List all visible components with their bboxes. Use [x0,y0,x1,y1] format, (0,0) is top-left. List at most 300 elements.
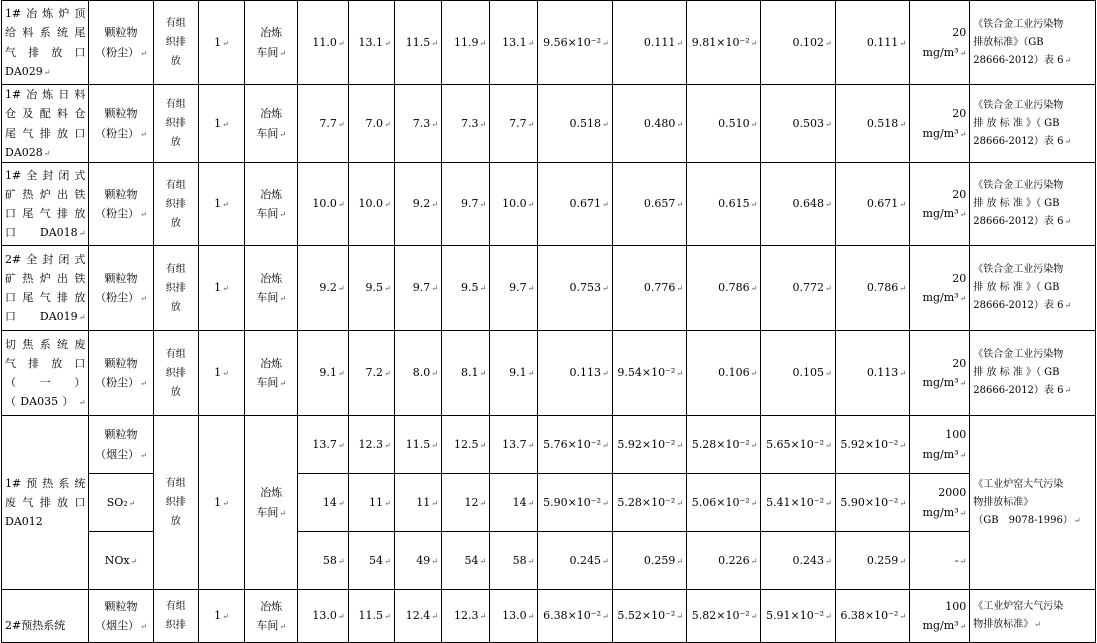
cell-text: 20 [952,107,967,121]
cell-text: 织排 [165,198,186,210]
emission-type [153,590,198,643]
cell-value: 7.3 [460,116,479,130]
rate-r4 [761,163,835,246]
cell-text: mg/m³ [922,291,959,304]
concentration-v2 [348,331,394,416]
cell-text: 1 [214,116,222,130]
rate-r3 [687,1,761,85]
paragraph-mark-icon: ↵ [140,379,147,388]
emission-standard [970,590,1096,643]
concentration-v3 [394,246,441,331]
paragraph-mark-icon: ↵ [384,612,391,622]
rate-r3 [687,246,761,331]
paragraph-mark-icon: ↵ [279,379,287,388]
emission-limit [910,1,970,85]
paragraph-mark-icon: ↵ [602,200,609,210]
paragraph-mark-icon: ↵ [384,440,391,450]
paragraph-mark-icon: ↵ [959,294,967,303]
cell-text: 100 [945,428,967,442]
concentration-v3 [394,590,441,643]
cell-text: 1#预热系统 [5,476,86,490]
cell-text: 1 [214,281,222,295]
cell-value: 0.518 [569,116,601,130]
paragraph-mark-icon: ↵ [527,200,535,210]
outlet-count [198,590,244,643]
paragraph-mark-icon: ↵ [750,200,758,210]
concentration-v1 [298,163,348,246]
paragraph-mark-icon: ↵ [824,200,832,210]
cell-value: 0.776 [643,281,676,295]
paragraph-mark-icon: ↵ [140,450,147,460]
concentration-v5 [490,163,538,246]
cell-value: 12 [464,495,479,509]
concentration-v4 [441,590,489,643]
cell-text: 颗粒物 [104,428,138,442]
rate-r3 [687,532,761,590]
concentration-v3 [394,1,441,85]
cell-text: 尾气排放口 [5,126,86,140]
concentration-v3 [394,85,441,163]
cell-value: 0.480 [643,116,676,130]
concentration-v4 [441,85,489,163]
cell-value: 0.111 [643,35,676,49]
concentration-v1 [298,532,348,590]
cell-text: 车间 [256,126,279,140]
concentration-v4 [441,416,489,474]
paragraph-mark-icon: ↵ [676,440,684,450]
cell-text: （粉尘） [95,126,140,140]
cell-value: 0.105 [792,366,824,380]
paragraph-mark-icon: ↵ [431,284,438,294]
cell-text: mg/m³ [922,447,959,461]
cell-value: 13.1 [358,35,384,49]
outlet-name [2,416,89,590]
concentration-v3 [394,474,441,532]
cell-value: 12.4 [405,609,431,623]
rate-r3 [687,590,761,643]
paragraph-mark-icon: ↵ [222,498,229,508]
cell-text: 放 [170,217,181,229]
rate-r2 [612,1,686,85]
cell-text: 气排放口 [5,45,86,59]
rate-r4 [761,416,835,474]
cell-value: 5.41×10⁻² [766,495,824,509]
paragraph-mark-icon: ↵ [750,498,758,508]
paragraph-mark-icon: ↵ [479,556,487,566]
cell-value: 5.28×10⁻² [617,495,676,509]
rate-r5 [835,331,909,416]
paragraph-mark-icon: ↵ [527,284,535,294]
cell-value: 54 [369,553,384,567]
concentration-v4 [441,532,489,590]
emission-type [153,416,198,590]
concentration-v1 [298,1,348,85]
emission-limit [910,331,970,416]
paragraph-mark-icon: ↵ [750,284,758,294]
cell-text: 有组 [165,601,186,612]
paragraph-mark-icon: ↵ [384,284,391,294]
cell-text: 颗粒物 [104,356,138,370]
paragraph-mark-icon: ↵ [1064,217,1072,226]
cell-value: 0.113 [569,366,601,380]
cell-value: 0.102 [792,35,824,49]
concentration-v5 [490,532,538,590]
paragraph-mark-icon: ↵ [602,38,609,48]
cell-value: 11.5 [358,609,384,623]
cell-text: 1 [214,197,222,211]
paragraph-mark-icon: ↵ [431,440,438,450]
cell-value: 0.245 [569,553,601,567]
cell-text: 颗粒物 [104,187,138,201]
cell-text: 有组 [165,179,186,191]
paragraph-mark-icon: ↵ [824,119,832,129]
cell-value: 0.518 [866,116,899,130]
paragraph-mark-icon: ↵ [750,119,758,129]
cell-value: 9.7 [509,281,527,295]
paragraph-mark-icon: ↵ [279,48,287,58]
cell-text: 织排 [165,620,186,631]
emission-standard [970,1,1096,85]
cell-text: 颗粒物 [104,599,138,613]
paragraph-mark-icon: ↵ [140,210,147,219]
outlet-count [198,163,244,246]
emission-standard [970,331,1096,416]
cell-value: 9.1 [509,366,527,380]
paragraph-mark-icon: ↵ [384,38,391,48]
pollutant-name [89,416,153,474]
cell-text: 1 [214,495,222,509]
cell-value: 0.259 [866,553,899,567]
paragraph-mark-icon: ↵ [959,210,967,219]
outlet-count [198,85,244,163]
cell-text: 《铁合金工业污染物 [973,349,1064,360]
paragraph-mark-icon: ↵ [824,612,832,622]
cell-value: 0.243 [792,553,824,567]
paragraph-mark-icon: ↵ [602,119,609,129]
rate-r4 [761,474,835,532]
cell-text: SO₂ [106,495,128,509]
cell-text: （GB 9078-1996） [973,514,1073,526]
paragraph-mark-icon: ↵ [222,38,229,48]
cell-text: 排 放 标 准 》（ GB [973,367,1060,378]
cell-text: 1#冶炼日料 [5,88,86,101]
cell-text: mg/m³ [922,45,959,59]
cell-text: 排 放 标 准 》（ GB [973,198,1060,209]
cell-text: 有组 [165,99,186,110]
cell-text: 28666-2012）表 6 [973,54,1064,66]
outlet-count [198,331,244,416]
cell-text: 织排 [165,497,186,508]
paragraph-mark-icon: ↵ [384,556,391,566]
cell-value: 0.259 [643,553,676,567]
paragraph-mark-icon: ↵ [676,612,684,622]
cell-text: 物排放标准》 [973,496,1034,508]
rate-r3 [687,85,761,163]
cell-value: 9.2 [412,197,431,211]
paragraph-mark-icon: ↵ [959,379,967,388]
cell-value: 11 [416,495,431,509]
cell-value: 5.91×10⁻² [766,609,824,623]
emission-type [153,85,198,163]
paragraph-mark-icon: ↵ [676,498,684,508]
rate-r5 [835,246,909,331]
cell-value: 58 [512,553,527,567]
cell-value: 0.753 [569,281,601,295]
pollutant-name [89,1,153,85]
concentration-v1 [298,590,348,643]
paragraph-mark-icon: ↵ [337,284,345,294]
rate-r2 [612,163,686,246]
paragraph-mark-icon: ↵ [384,369,391,379]
cell-text: 28666-2012）表 6 [973,135,1064,147]
cell-text: mg/m³ [922,376,959,389]
paragraph-mark-icon: ↵ [602,440,609,450]
concentration-v2 [348,590,394,643]
cell-text: （烟尘） [95,619,140,632]
paragraph-mark-icon: ↵ [676,284,684,294]
cell-value: 5.90×10⁻² [840,495,899,509]
table-row [2,85,1096,163]
cell-value: 5.90×10⁻² [543,495,601,509]
cell-value: 13.7 [312,437,337,451]
workshop [245,163,298,246]
outlet-name [2,1,89,85]
cell-text: 气 排 放 口 [5,356,86,370]
cell-text: 织排 [165,37,186,48]
paragraph-mark-icon: ↵ [279,294,287,303]
cell-text: 1#全封闭式 [5,168,86,182]
cell-text: 矿热炉出铁 [5,271,86,285]
cell-text: 排 放 标 准 》（ GB [973,282,1060,293]
cell-value: 11.0 [312,35,337,49]
cell-value: 5.52×10⁻² [617,609,676,623]
workshop [245,246,298,331]
cell-value: 9.56×10⁻² [543,35,601,49]
cell-text: 口尾气排放 [5,291,86,304]
paragraph-mark-icon: ↵ [527,38,535,48]
concentration-v2 [348,163,394,246]
emission-type [153,1,198,85]
cell-text: mg/m³ [922,505,959,519]
paragraph-mark-icon: ↵ [337,612,345,622]
cell-text: 冶炼 [260,356,283,370]
paragraph-mark-icon: ↵ [479,440,487,450]
cell-text: 冶炼 [260,187,283,201]
paragraph-mark-icon: ↵ [222,284,229,294]
concentration-v4 [441,1,489,85]
cell-value: 5.82×10⁻² [691,609,750,623]
paragraph-mark-icon: ↵ [899,498,907,508]
cell-text: - [954,553,959,567]
paragraph-mark-icon: ↵ [824,369,832,379]
cell-text: 排放标准》（GB [973,36,1044,48]
cell-value: 5.76×10⁻² [543,437,601,451]
paragraph-mark-icon: ↵ [899,612,907,622]
paragraph-mark-icon: ↵ [899,440,907,450]
cell-text: 冶炼 [260,107,283,121]
cell-value: 8.1 [460,366,479,380]
rate-r4 [761,532,835,590]
concentration-v5 [490,474,538,532]
cell-text: 放 [170,516,181,527]
cell-text: 口尾气排放 [5,207,86,220]
paragraph-mark-icon: ↵ [222,612,229,622]
rate-r5 [835,1,909,85]
paragraph-mark-icon: ↵ [78,398,86,408]
cell-text: 车间 [256,505,279,519]
concentration-v3 [394,416,441,474]
cell-text: 颗粒物 [104,26,138,40]
emission-limit [910,416,970,474]
cell-text: 1 [214,366,222,380]
paragraph-mark-icon: ↵ [959,556,967,566]
paragraph-mark-icon: ↵ [959,508,967,518]
rate-r5 [835,416,909,474]
rate-r5 [835,85,909,163]
paragraph-mark-icon: ↵ [750,369,758,379]
cell-text: 矿热炉出铁 [5,187,86,201]
paragraph-mark-icon: ↵ [602,498,609,508]
paragraph-mark-icon: ↵ [337,440,345,450]
paragraph-mark-icon: ↵ [222,200,229,210]
rate-r5 [835,590,909,643]
concentration-v2 [348,1,394,85]
rate-r2 [612,474,686,532]
cell-value: 6.38×10⁻² [543,609,601,623]
paragraph-mark-icon: ↵ [899,369,907,379]
cell-text: 2#预热系统 [5,619,66,632]
rate-r1 [538,331,612,416]
cell-text: （一） [5,376,86,389]
cell-text: 冶炼 [260,271,283,285]
cell-text: 口 DA019 [5,310,78,324]
cell-value: 12.3 [358,437,384,451]
concentration-v1 [298,85,348,163]
cell-value: 58 [322,553,337,567]
cell-text: 放 [170,386,181,398]
cell-text: 冶炼 [260,486,283,500]
paragraph-mark-icon: ↵ [43,67,51,77]
cell-text: 《铁合金工业污染物 [973,180,1064,191]
paragraph-mark-icon: ↵ [527,556,535,566]
rate-r4 [761,1,835,85]
cell-value: 9.2 [319,281,337,295]
paragraph-mark-icon: ↵ [824,440,832,450]
rate-r1 [538,474,612,532]
cell-text: 仓及配料仓 [5,107,86,121]
cell-text: DA029 [5,64,43,78]
cell-text: 1 [214,35,222,49]
emission-limit [910,590,970,643]
cell-text: mg/m³ [922,126,959,140]
outlet-name [2,85,89,163]
cell-text: 放 [170,301,181,313]
cell-value: 12.5 [453,437,479,451]
pollutant-name [89,163,153,246]
paragraph-mark-icon: ↵ [479,200,487,210]
cell-value: 0.113 [866,366,899,380]
rate-r3 [687,416,761,474]
cell-text: 《工业炉窑大气污染 [973,601,1064,612]
paragraph-mark-icon: ↵ [337,119,345,129]
rate-r4 [761,331,835,416]
paragraph-mark-icon: ↵ [431,369,438,379]
paragraph-mark-icon: ↵ [527,119,535,129]
paragraph-mark-icon: ↵ [527,440,535,450]
concentration-v2 [348,416,394,474]
outlet-name [2,163,89,246]
paragraph-mark-icon: ↵ [431,200,438,210]
cell-value: 5.65×10⁻² [766,437,824,451]
pollutant-name [89,331,153,416]
rate-r1 [538,163,612,246]
paragraph-mark-icon: ↵ [222,119,229,129]
workshop [245,331,298,416]
cell-text: 车间 [256,619,279,632]
paragraph-mark-icon: ↵ [676,200,684,210]
paragraph-mark-icon: ↵ [384,200,391,210]
outlet-name [2,331,89,416]
paragraph-mark-icon: ↵ [527,369,535,379]
cell-value: 5.92×10⁻² [617,437,676,451]
outlet-name [2,590,89,643]
cell-text: 《铁合金工业污染物 [973,18,1064,30]
emission-type [153,331,198,416]
rate-r5 [835,532,909,590]
rate-r2 [612,590,686,643]
paragraph-mark-icon: ↵ [140,48,147,58]
paragraph-mark-icon: ↵ [279,622,287,631]
cell-text: 切焦系统废 [5,337,86,351]
paragraph-mark-icon: ↵ [337,556,345,566]
workshop [245,416,298,590]
paragraph-mark-icon: ↵ [527,498,535,508]
cell-value: 7.7 [509,116,527,130]
paragraph-mark-icon: ↵ [602,556,609,566]
concentration-v1 [298,474,348,532]
paragraph-mark-icon: ↵ [899,119,907,129]
cell-text: 织排 [165,118,186,129]
cell-text: NOx [104,553,130,567]
table-row [2,163,1096,246]
cell-text: 废气排放口 [5,495,86,509]
emission-standard [970,246,1096,331]
concentration-v5 [490,416,538,474]
pollutant-name [89,532,153,590]
paragraph-mark-icon: ↵ [222,369,229,379]
cell-value: 0.657 [643,197,676,211]
cell-value: 0.772 [792,281,824,295]
cell-value: 13.7 [502,437,527,451]
cell-text: 物排放标准》 [973,619,1034,630]
emission-limit [910,163,970,246]
cell-value: 0.786 [866,281,899,295]
cell-text: （粉尘） [95,207,140,220]
table-row [2,1,1096,85]
cell-text: 织排 [165,367,186,379]
concentration-v4 [441,474,489,532]
cell-value: 11.5 [405,437,431,451]
emission-limit [910,532,970,590]
rate-r2 [612,532,686,590]
rate-r2 [612,246,686,331]
rate-r1 [538,246,612,331]
emission-standard [970,416,1096,590]
cell-text: 28666-2012）表 6 [973,300,1064,311]
cell-value: 9.5 [460,281,479,295]
cell-value: 0.503 [792,116,824,130]
paragraph-mark-icon: ↵ [602,612,609,622]
